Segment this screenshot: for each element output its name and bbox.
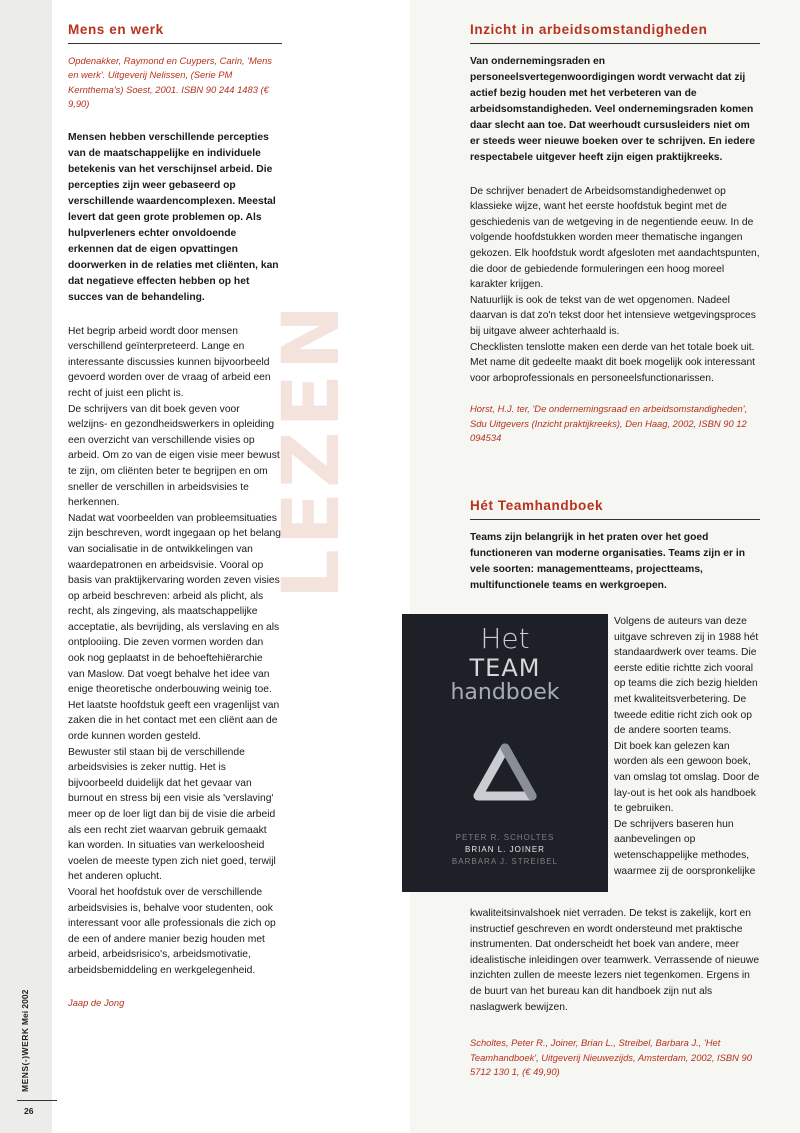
page-number: 26 [24,1106,34,1116]
issue-date: Mei 2002 [20,989,30,1026]
footer-rule [17,1100,57,1101]
body-paragraph: Vooral het hoofdstuk over de verschillende arbeidsvisies is, behalve voor studenten, ook interessant voor alle professionals die zich op de een of andere manier bezig houden met arbeid, arbeidsrisico's, arbeidsmotivatie, arbeidsbemiddeling en werkgelegenheid. [68,886,276,976]
body-paragraph: Natuurlijk is ook de tekst van de wet opgenomen. Nadeel daarvan is dat zo'n tekst door het intensieve wetgevingsproces bij uitgave alweer achterhaald is. [470,294,756,337]
triangle-logo-icon [470,742,540,806]
body-paragraph: Het begrip arbeid wordt door mensen verschillend geïnterpreteerd. Lange en interessante discussies kunnen bijvoorbeeld gevoerd worden over de vraag of arbeid een recht of juist een plicht is. [68,325,271,399]
title-rule [470,43,760,44]
book-cover-author: BARBARA J. STREIBEL [451,857,559,866]
body-paragraph: Volgens de auteurs van deze uitgave schreven zij in 1988 hét standaardwerk over teams. Die eerste editie richtte zich vooral op teams die zich bezig hielden met kwaliteitsverbetering. De tweede editie richt zich ook op de andere soorten teams. [614,616,759,737]
review-author: Jaap de Jong [68,996,125,1008]
body-paragraph: Dit boek kan gelezen kan worden als een gewoon boek, van omslag tot omslag. Door de lay-out is het ook als handboek te gebruiken. [614,740,760,815]
title-rule [68,43,282,44]
team-side-text [614,614,764,879]
book-citation: Opdenakker, Raymond en Cuypers, Carin, 'Mens en werk'. Uitgeverij Nelissen, (Serie PM Kernthema's) Soest, 2001. ISBN 90 244 1483 (€ 9,90) [68,54,272,110]
magazine-footer [20,990,30,1092]
team-continuation-text: kwaliteitsinvalshoek niet verraden. De tekst is zakelijk, kort en instructief geschreven en wordt ondersteund met praktische instrumenten. Dat onderscheidt het boek van andere, meer idealistische inleidingen over teamwerk. Verrassende of nieuwe inzichten zullen de meeste lezers niet tegenkomen. Ergens in de buurt van het bureau kan dit handboek zijn nut als naslagwerk bewijzen. [470,908,760,1013]
book-citation: Scholtes, Peter R., Joiner, Brian L., Streibel, Barbara J., 'Het Teamhandboek', Uitgeverij Nieuwezijds, Amsterdam, 2002, ISBN 90 5712 130 1, (€ 49,90) [470,1037,752,1077]
left-column [68,22,282,1010]
body-paragraph: De schrijvers van dit boek geven voor welzijns- en gezondheidswerkers in opleiding een overzicht van verschillende visies op arbeid. Om zo van de eigen visie meer bewust te zijn, om cliënten beter te begrijpen en om sneller de verschillen in arbeidsvisies te herkennen. [68,403,280,509]
article-title-mens-en-werk: Mens en werk [68,22,164,37]
team-section-header [470,498,760,612]
left-margin-strip [0,0,52,1133]
title-rule [470,519,760,520]
book-cover-title: TEAM [469,654,541,682]
right-column [470,22,760,464]
book-cover-image [402,614,608,892]
watermark-text: LEZEN [267,300,357,600]
book-cover-author: PETER R. SCHOLTES [455,833,555,842]
article-lead: Teams zijn belangrijk in het praten over het goed functioneren van moderne organisaties. Teams zijn er in vele soorten: managementteams, projectteams, multifunctionele teams en werkgroepen. [470,531,746,591]
article-title-teamhandboek: Hét Teamhandboek [470,498,604,513]
body-paragraph: Nadat wat voorbeelden van probleemsituaties zijn beschreven, wordt ingegaan op het belang van socialisatie in de ontwikkelingen van waardepatronen en arbeidsvisie. Vooral op basis van praktijkervaring worden zeven visies op arbeid beschreven: arbeid als plicht, als recht, als zingeving, als maatschappelijke acceptatie, als bevrijding, als verslaving en als ontplooiing. Die zeven vormen worden dan ook nog geplaatst in de behoeftehiërarchie van Maslow. Dat voegt behalve het idee van enige theoretische onderbouwing weinig toe. Het laatste hoofdstuk geeft een vragenlijst van zaken die in het contact met een cliënt aan de orde kunnen worden gesteld. [68,512,281,743]
book-cover-title: handboek [450,680,560,705]
book-cover-authors [402,832,608,868]
book-citation-team [470,1036,760,1098]
body-paragraph: Bewuster stil staan bij de verschillende arbeidsvisies is zeker nuttig. Het is bijvoorbeeld duidelijk dat het gevaar van burnout en stress bij een visie als 'verslaving' meer op de loer ligt dan bij de visie die arbeid als een recht ziet waarvan gebruik gemaakt kan worden. In situaties van werkeloosheid voelen de meeste typen zich niet goed, terwijl het anderen oplucht. [68,746,276,883]
body-paragraph: De schrijver benadert de Arbeidsomstandighedenwet op klassieke wijze, want het eerste hoofdstuk begint met de geschiedenis van de wetgeving in de negentiende eeuw. In de volgende hoofdstukken worden meer thematische ingangen gekozen. Elk hoofdstuk wordt afgesloten met aandachtspunten, die door de gebiedende formuleringen een hoog moreel karakter krijgen. [470,185,760,291]
book-cover-author: BRIAN L. JOINER [465,845,545,854]
body-paragraph: De schrijvers baseren hun aanbevelingen op wetenschappelijke methodes, waarmee zij de oorspronkelijke [614,818,756,877]
book-cover-title: Het [480,622,530,655]
article-lead: Mensen hebben verschillende percepties van de maatschappelijke en individuele betekenis van het verschijnsel arbeid. Die percepties zijn weer gebaseerd op verschillende waardencomplexen. Meestal levert dat geen grote problemen op. Als hulpverleners echter onvoldoende erkennen dat de eigen opvattingen doorwerken in de relaties met cliënten, kan dat negatieve effecten hebben op het succes van de behandeling. [68,131,279,303]
article-lead: Van ondernemingsraden en personeelsvertegenwoordigingen wordt verwacht dat zij actief bezig houden met het verbeteren van de arbeidsomstandigheden. Veel ondernemingsraden komen daar slecht aan toe. Dat weerhoudt cursusleiders niet om er steeds weer nieuwe boeken over te schrijven. En iedere respectabele uitgever heeft zijn eigen praktijkreeks. [470,55,756,163]
article-title-inzicht: Inzicht in arbeidsomstandigheden [470,22,708,37]
magazine-name: MENS(-)WERK [20,1027,30,1092]
book-citation: Horst, H.J. ter, 'De ondernemingsraad en arbeidsomstandigheden', Sdu Uitgevers (Inzicht praktijkreeks), Den Haag, 2002, ISBN 90 12 094534 [470,403,748,444]
body-paragraph: Checklisten tenslotte maken een derde van het totale boek uit. Met name dit gedeelte maakt dit boek mogelijk ook interessant voor arboprofessionals en personeelsfunctionarissen. [470,341,756,384]
